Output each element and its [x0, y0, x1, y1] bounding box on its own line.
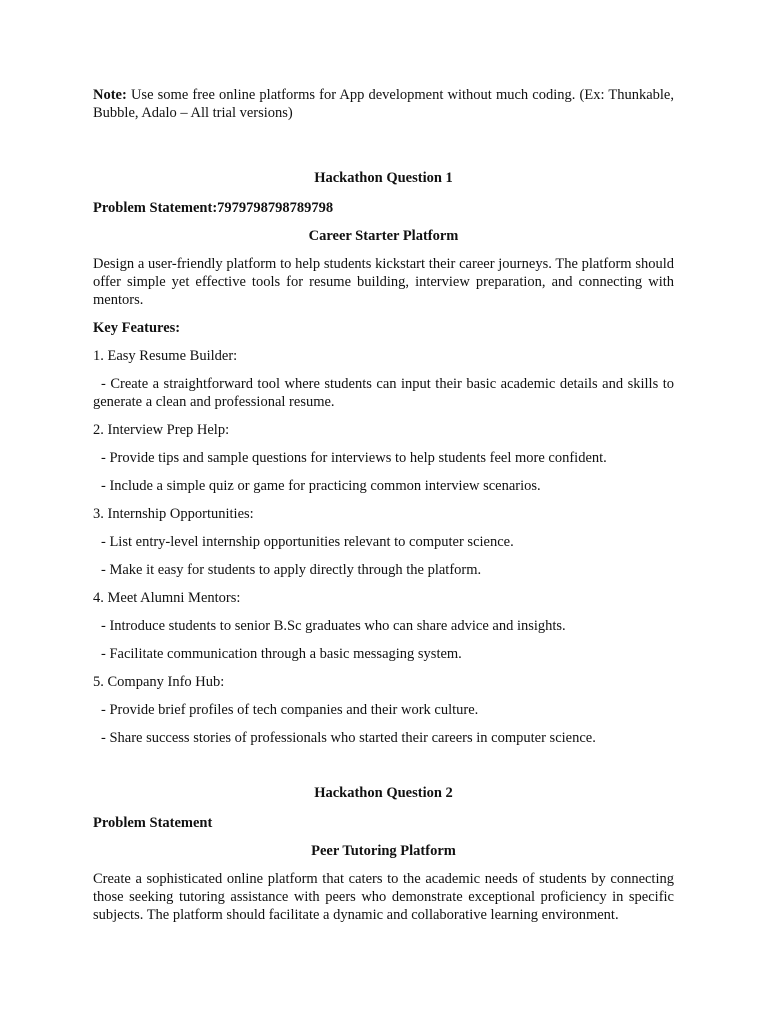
q1-problem-statement: Problem Statement:7979798798789798	[93, 200, 334, 216]
feature-3-bullet-1: - List entry-level internship opportunities relevant to computer science.	[101, 534, 514, 550]
feature-3-bullet-2: - Make it easy for students to apply directly through the platform.	[101, 562, 482, 578]
feature-4-bullet-1: - Introduce students to senior B.Sc graduates who can share advice and insights.	[101, 618, 566, 634]
note-text: Use some free online platforms for App development without much coding. (Ex: Thunkable, Bubble, Adalo – All trial versions)	[93, 87, 674, 121]
feature-5-bullet-1: - Provide brief profiles of tech companies and their work culture.	[101, 702, 479, 718]
q1-title: Career Starter Platform	[308, 228, 459, 244]
feature-5-title: 5. Company Info Hub:	[93, 674, 225, 690]
q2-problem-statement: Problem Statement	[93, 815, 213, 831]
q2-description: Create a sophisticated online platform that caters to the academic needs of students by connecting those seeking tutoring assistance with peers who demonstrate exceptional proficiency in specific subjects. The platform should facilitate a dynamic and collaborative learning environment.	[93, 871, 674, 923]
q2-title: Peer Tutoring Platform	[311, 843, 456, 859]
feature-4-title: 4. Meet Alumni Mentors:	[93, 590, 241, 606]
feature-2-bullet-2: - Include a simple quiz or game for practicing common interview scenarios.	[101, 478, 541, 494]
feature-2-bullet-1: - Provide tips and sample questions for interviews to help students feel more confident.	[101, 450, 607, 466]
q1-description: Design a user-friendly platform to help students kickstart their career journeys. The platform should offer simple yet effective tools for resume building, interview preparation, and connecting with mentors.	[93, 256, 674, 308]
q1-heading: Hackathon Question 1	[314, 170, 453, 186]
feature-2-title: 2. Interview Prep Help:	[93, 422, 230, 438]
feature-4-bullet-2: - Facilitate communication through a basic messaging system.	[101, 646, 462, 662]
feature-3-title: 3. Internship Opportunities:	[93, 506, 254, 522]
feature-1-title: 1. Easy Resume Builder:	[93, 348, 238, 364]
feature-5-bullet-2: - Share success stories of professionals who started their careers in computer science.	[101, 730, 596, 746]
note-paragraph	[93, 86, 674, 122]
feature-1-bullet-1: - Create a straightforward tool where students can input their basic academic details and skills to generate a clean and professional resume.	[93, 376, 674, 410]
key-features-label: Key Features:	[93, 320, 181, 336]
note-label: Note:	[93, 87, 127, 103]
q2-heading: Hackathon Question 2	[314, 785, 453, 801]
